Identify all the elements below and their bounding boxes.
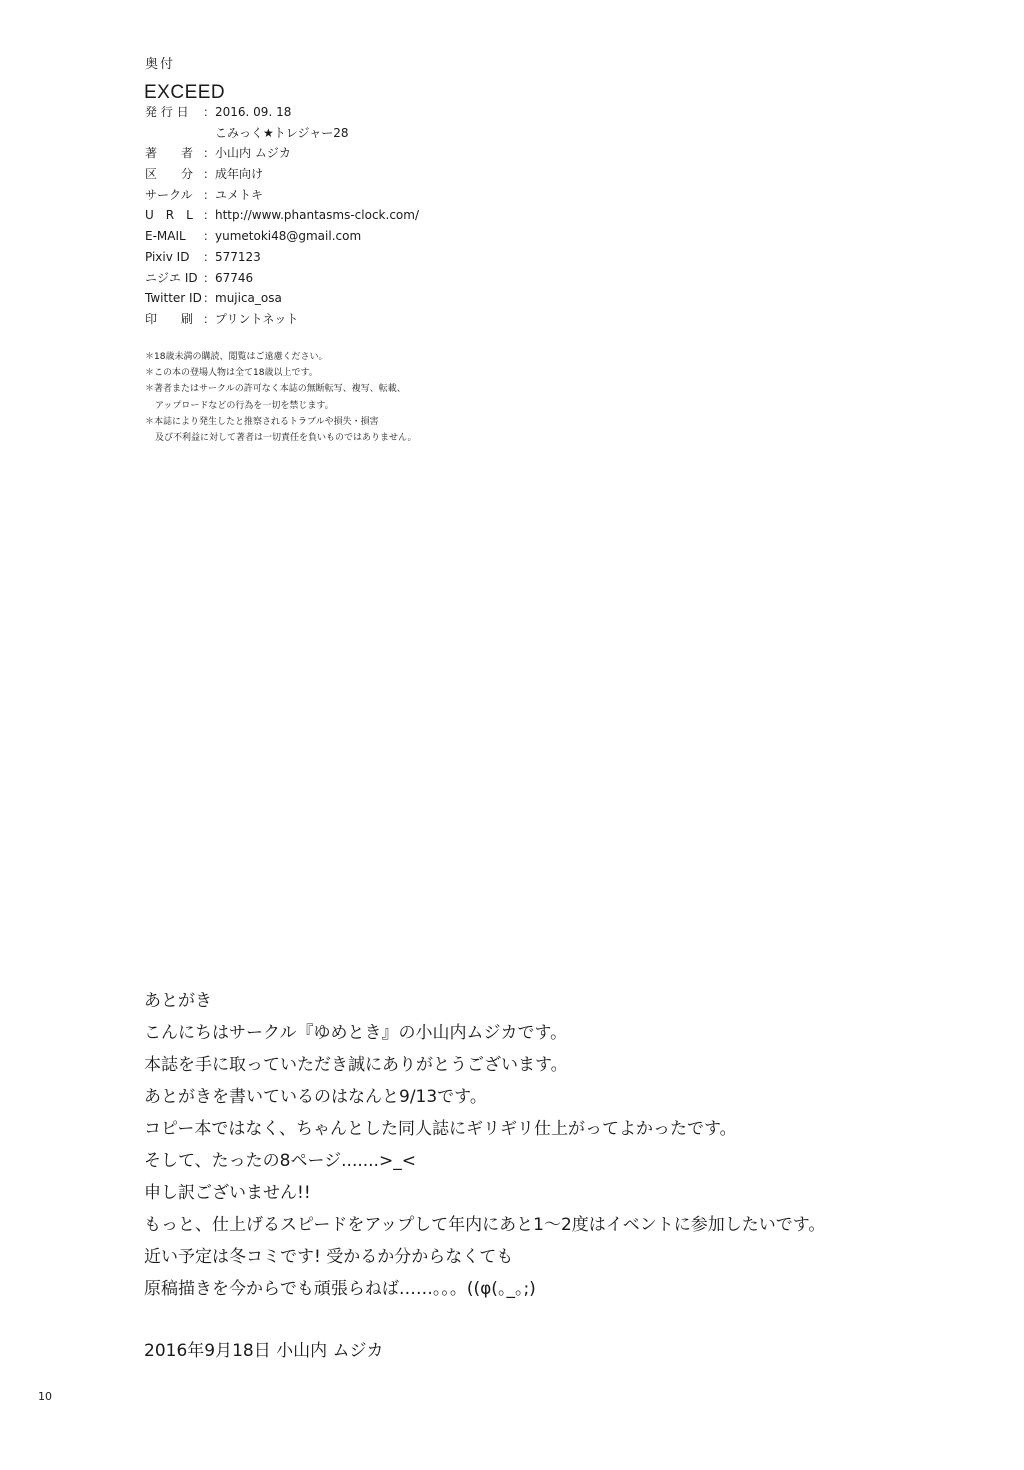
note-line: ＊著者またはサークルの許可なく本誌の無断転写、複写、転載、 — [145, 384, 406, 395]
info-value: 67746 — [215, 270, 254, 285]
info-row-event — [145, 123, 845, 144]
info-value: 577123 — [215, 249, 261, 264]
info-row-category: 区 分 ： 成年向け — [145, 164, 845, 185]
info-label: Twitter ID — [145, 291, 202, 306]
info-row-issue-date: 発 行 日 ： 2016. 09. 18 — [145, 102, 845, 123]
info-row-email: E-MAIL ： yumetoki48@gmail.com — [145, 226, 845, 247]
info-row-pixiv: Pixiv ID ： 577123 — [145, 247, 845, 268]
page-number: 10 — [38, 1390, 52, 1403]
email-link[interactable]: yumetoki48@gmail.com — [215, 229, 362, 244]
info-label: 区 分 — [145, 167, 194, 182]
afterword — [144, 985, 825, 1305]
info-row-author: 著 者 ： 小山内 ムジカ — [145, 143, 845, 164]
afterword-line: 本誌を手に取っていただき誠にありがとうございます。 — [144, 1055, 568, 1075]
note-line: ＊この本の登場人物は全て18歳以上です。 — [145, 368, 318, 379]
book-title: EXCEED — [144, 82, 226, 103]
info-value: mujica_osa — [215, 291, 282, 306]
colophon-heading: 奥付 — [145, 57, 176, 72]
afterword-line: 近い予定は冬コミです! 受かるか分からなくても — [144, 1247, 514, 1267]
note-line: ＊本誌により発生したと推察されるトラブルや損失・損害 — [145, 416, 379, 427]
afterword-signature: 2016年9月18日 小山内 ムジカ — [144, 1341, 384, 1361]
info-row-circle: サークル ： ユメトキ — [145, 185, 845, 206]
note-line: ＊18歳未満の購読、閲覧はご遠慮ください。 — [145, 352, 328, 362]
info-row-url: U R L ： http://www.phantasms-clock.com/ — [145, 205, 845, 226]
info-label: サークル — [145, 187, 193, 202]
info-value: 2016. 09. 18 — [215, 105, 292, 119]
afterword-line: そして、たったの8ページ.......>_< — [144, 1151, 416, 1171]
afterword-line: あとがきを書いているのはなんと9/13です。 — [144, 1087, 487, 1107]
info-label: U R L — [145, 208, 193, 223]
colophon-info-table — [145, 102, 845, 330]
info-value: 小山内 ムジカ — [215, 146, 291, 161]
afterword-heading: あとがき — [144, 991, 212, 1011]
afterword-line: コピー本ではなく、ちゃんとした同人誌にギリギリ仕上がってよかったです。 — [144, 1119, 737, 1139]
afterword-line: こんにちはサークル『ゆめとき』の小山内ムジカです。 — [144, 1023, 568, 1043]
afterword-line: もっと、仕上げるスピードをアップして年内にあと1～2度はイベントに参加したいです。 — [144, 1215, 826, 1235]
afterword-line: 原稿描きを今からでも頑張らねば……。。。((φ(｡_｡;) — [144, 1279, 536, 1299]
note-line: 及び不利益に対して著者は一切責任を負いものではありません。 — [155, 433, 417, 444]
info-label: ニジエ ID — [145, 270, 198, 285]
url-link[interactable]: http://www.phantasms-clock.com/ — [215, 208, 419, 223]
info-row-printer: 印 刷 ： プリントネット — [145, 309, 845, 330]
colophon-notes — [145, 349, 417, 446]
info-label: E-MAIL — [145, 229, 186, 244]
info-row-nijie: ニジエ ID ： 67746 — [145, 268, 845, 289]
info-label: 発 行 日 — [145, 105, 189, 119]
info-value: こみっく★トレジャー28 — [215, 125, 349, 140]
info-label: 著 者 — [145, 146, 194, 161]
info-label: Pixiv ID — [145, 249, 190, 264]
note-line: アップロードなどの行為を一切を禁じます。 — [155, 400, 334, 411]
info-row-twitter: Twitter ID ： mujica_osa — [145, 288, 845, 309]
afterword-line: 申し訳ございません!! — [144, 1183, 311, 1203]
info-value: ユメトキ — [215, 187, 264, 202]
info-label: 印 刷 — [145, 311, 194, 326]
info-value: 成年向け — [215, 167, 264, 182]
info-value: プリントネット — [215, 311, 299, 326]
